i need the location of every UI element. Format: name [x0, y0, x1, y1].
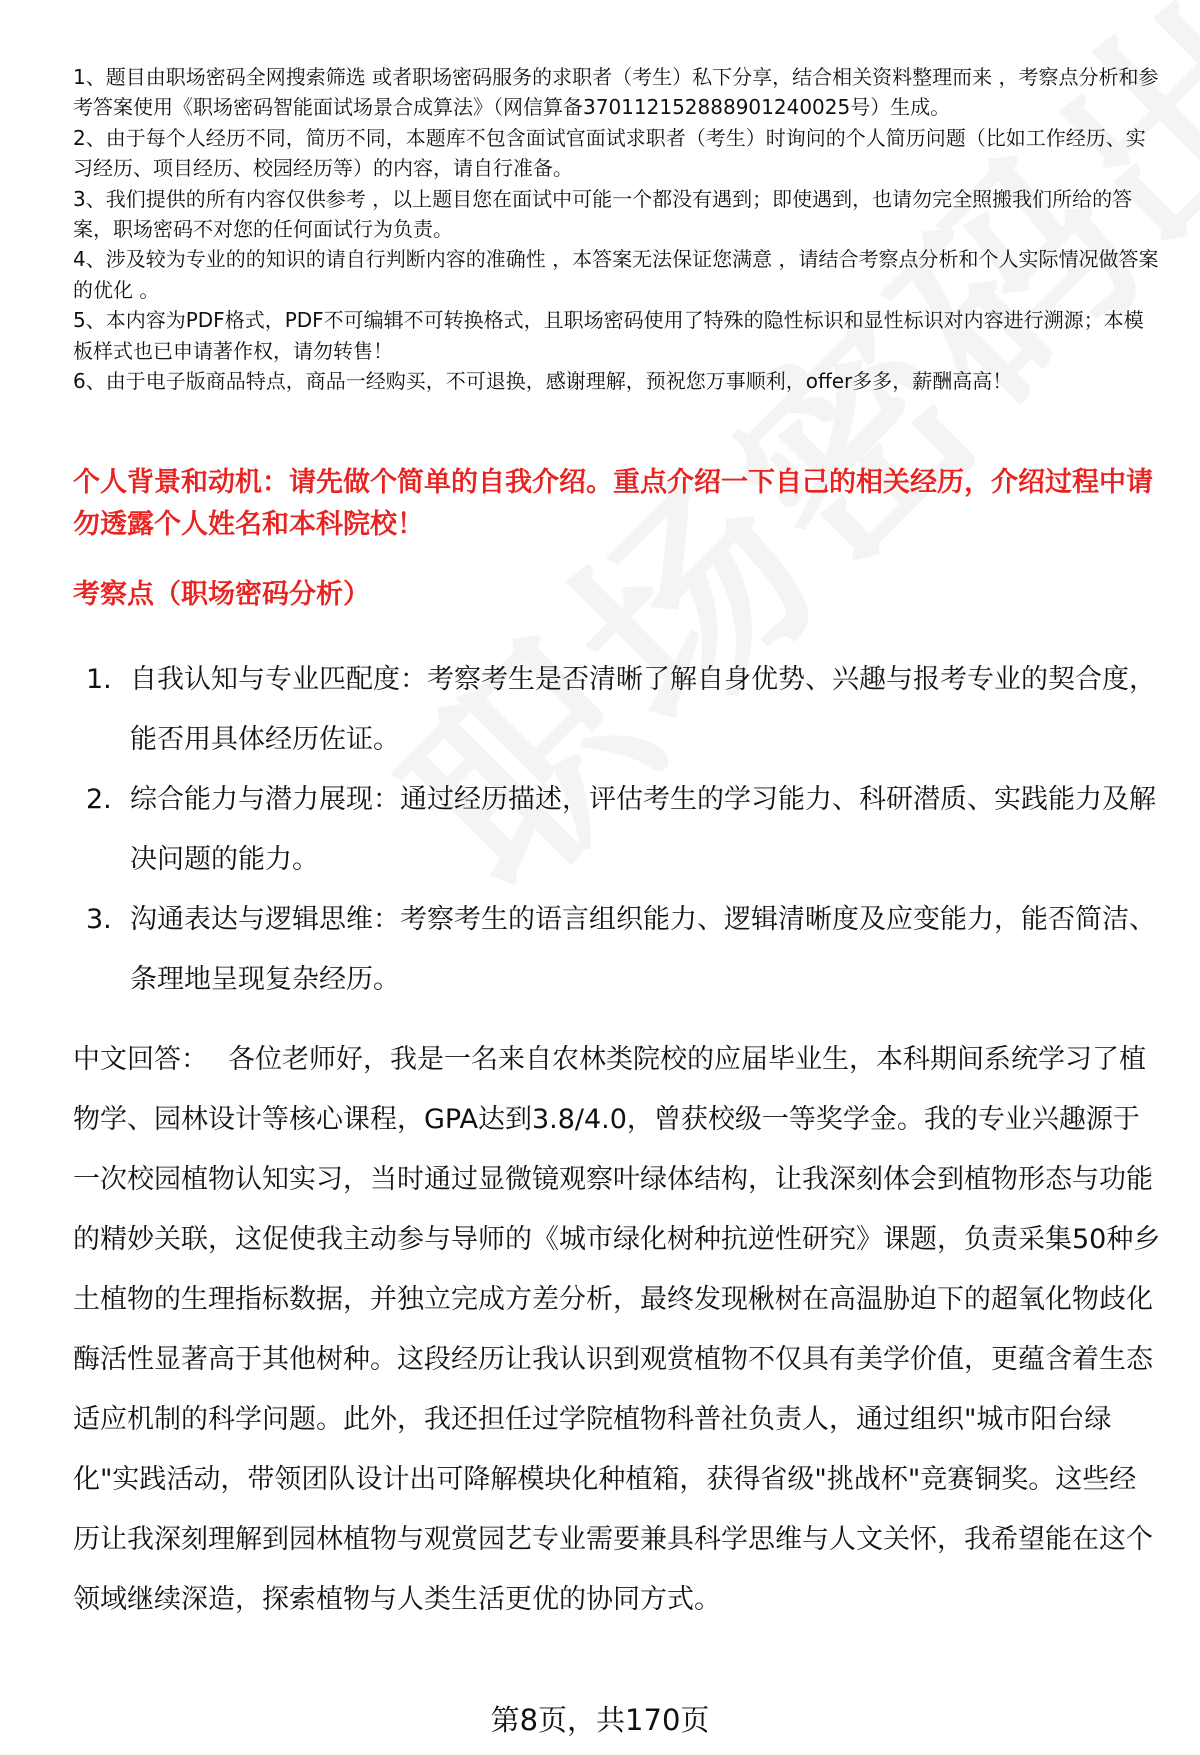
analysis-point-number: 3.	[86, 904, 112, 935]
analysis-point-text: 自我认知与专业匹配度：考察考生是否清晰了解自身优势、兴趣与报考专业的契合度，能否用具体经历佐证。	[130, 664, 1156, 755]
disclaimer-item: 2、由于每个人经历不同，简历不同，本题库不包含面试官面试求职者（考生）时询问的个人简历问题（比如工作经历、实习经历、项目经历、校园经历等）的内容，请自行准备。	[73, 125, 1146, 181]
analysis-point	[73, 770, 1163, 890]
analysis-point-text: 综合能力与潜力展现：通过经历描述，评估考生的学习能力、科研潜质、实践能力及解决问题的能力。	[130, 784, 1156, 875]
disclaimer-item: 1、题目由职场密码全网搜索筛选 或者职场密码服务的求职者（考生）私下分享，结合相关资料整理而来 ，考察点分析和参考答案使用《职场密码智能面试场景合成算法》（网信算备370112152888901240025号）生成。	[73, 65, 1159, 120]
answer-paragraph	[73, 1030, 1163, 1630]
analysis-point-text: 沟通表达与逻辑思维：考察考生的语言组织能力、逻辑清晰度及应变能力，能否简洁、条理地呈现复杂经历。	[130, 904, 1156, 995]
analysis-point-number: 2.	[86, 784, 112, 815]
analysis-points-list	[73, 650, 1163, 1010]
analysis-point	[73, 890, 1163, 1010]
interview-question: 个人背景和动机：请先做个简单的自我介绍。重点介绍一下自己的相关经历，介绍过程中请勿透露个人姓名和本科院校！	[73, 467, 1153, 540]
analysis-point-number: 1.	[86, 664, 112, 695]
disclaimer-item: 5、本内容为PDF格式，PDF不可编辑不可转换格式，且职场密码使用了特殊的隐性标识和显性标识对内容进行溯源；本模板样式也已申请著作权，请勿转售！	[73, 308, 1144, 363]
answer-text: 各位老师好，我是一名来自农林类院校的应届毕业生，本科期间系统学习了植物学、园林设计等核心课程，GPA达到3.8/4.0，曾获校级一等奖学金。我的专业兴趣源于一次校园植物认知实习，当时通过显微镜观察叶绿体结构，让我深刻体会到植物形态与功能的精妙关联，这促使我主动参与导师的《城市绿化树种抗逆性研究》课题，负责采集50种乡土植物的生理指标数据，并独立完成方差分析，最终发现楸树在高温胁迫下的超氧化物歧化酶活性显著高于其他树种。这段经历让我认识到观赏植物不仅具有美学价值，更蕴含着生态适应机制的科学问题。此外，我还担任过学院植物科普社负责人，通过组织"城市阳台绿化"实践活动，带领团队设计出可降解模块化种植箱，获得省级"挑战杯"竞赛铜奖。这些经历让我深刻理解到园林植物与观赏园艺专业需要兼具科学思维与人文关怀，我希望能在这个领域继续深造，探索植物与人类生活更优的协同方式。	[73, 1044, 1161, 1615]
answer-label: 中文回答：	[73, 1044, 208, 1075]
page-number: 第8页，共170页	[490, 1703, 710, 1737]
disclaimer-item: 6、由于电子版商品特点，商品一经购买，不可退换，感谢理解，预祝您万事顺利，offer多多，薪酬高高！	[73, 369, 1013, 394]
analysis-heading: 考察点（职场密码分析）	[73, 579, 370, 610]
analysis-point	[73, 650, 1163, 770]
disclaimer-item: 3、我们提供的所有内容仅供参考 ，以上题目您在面试中可能一个都没有遇到；即使遇到，也请勿完全照搬我们所给的答案，职场密码不对您的任何面试行为负责。	[73, 186, 1133, 242]
disclaimer-list	[73, 62, 1163, 396]
disclaimer-item: 4、涉及较为专业的的知识的请自行判断内容的准确性 ，本答案无法保证您满意 ，请结合考察点分析和个人实际情况做答案的优化 。	[73, 247, 1159, 302]
